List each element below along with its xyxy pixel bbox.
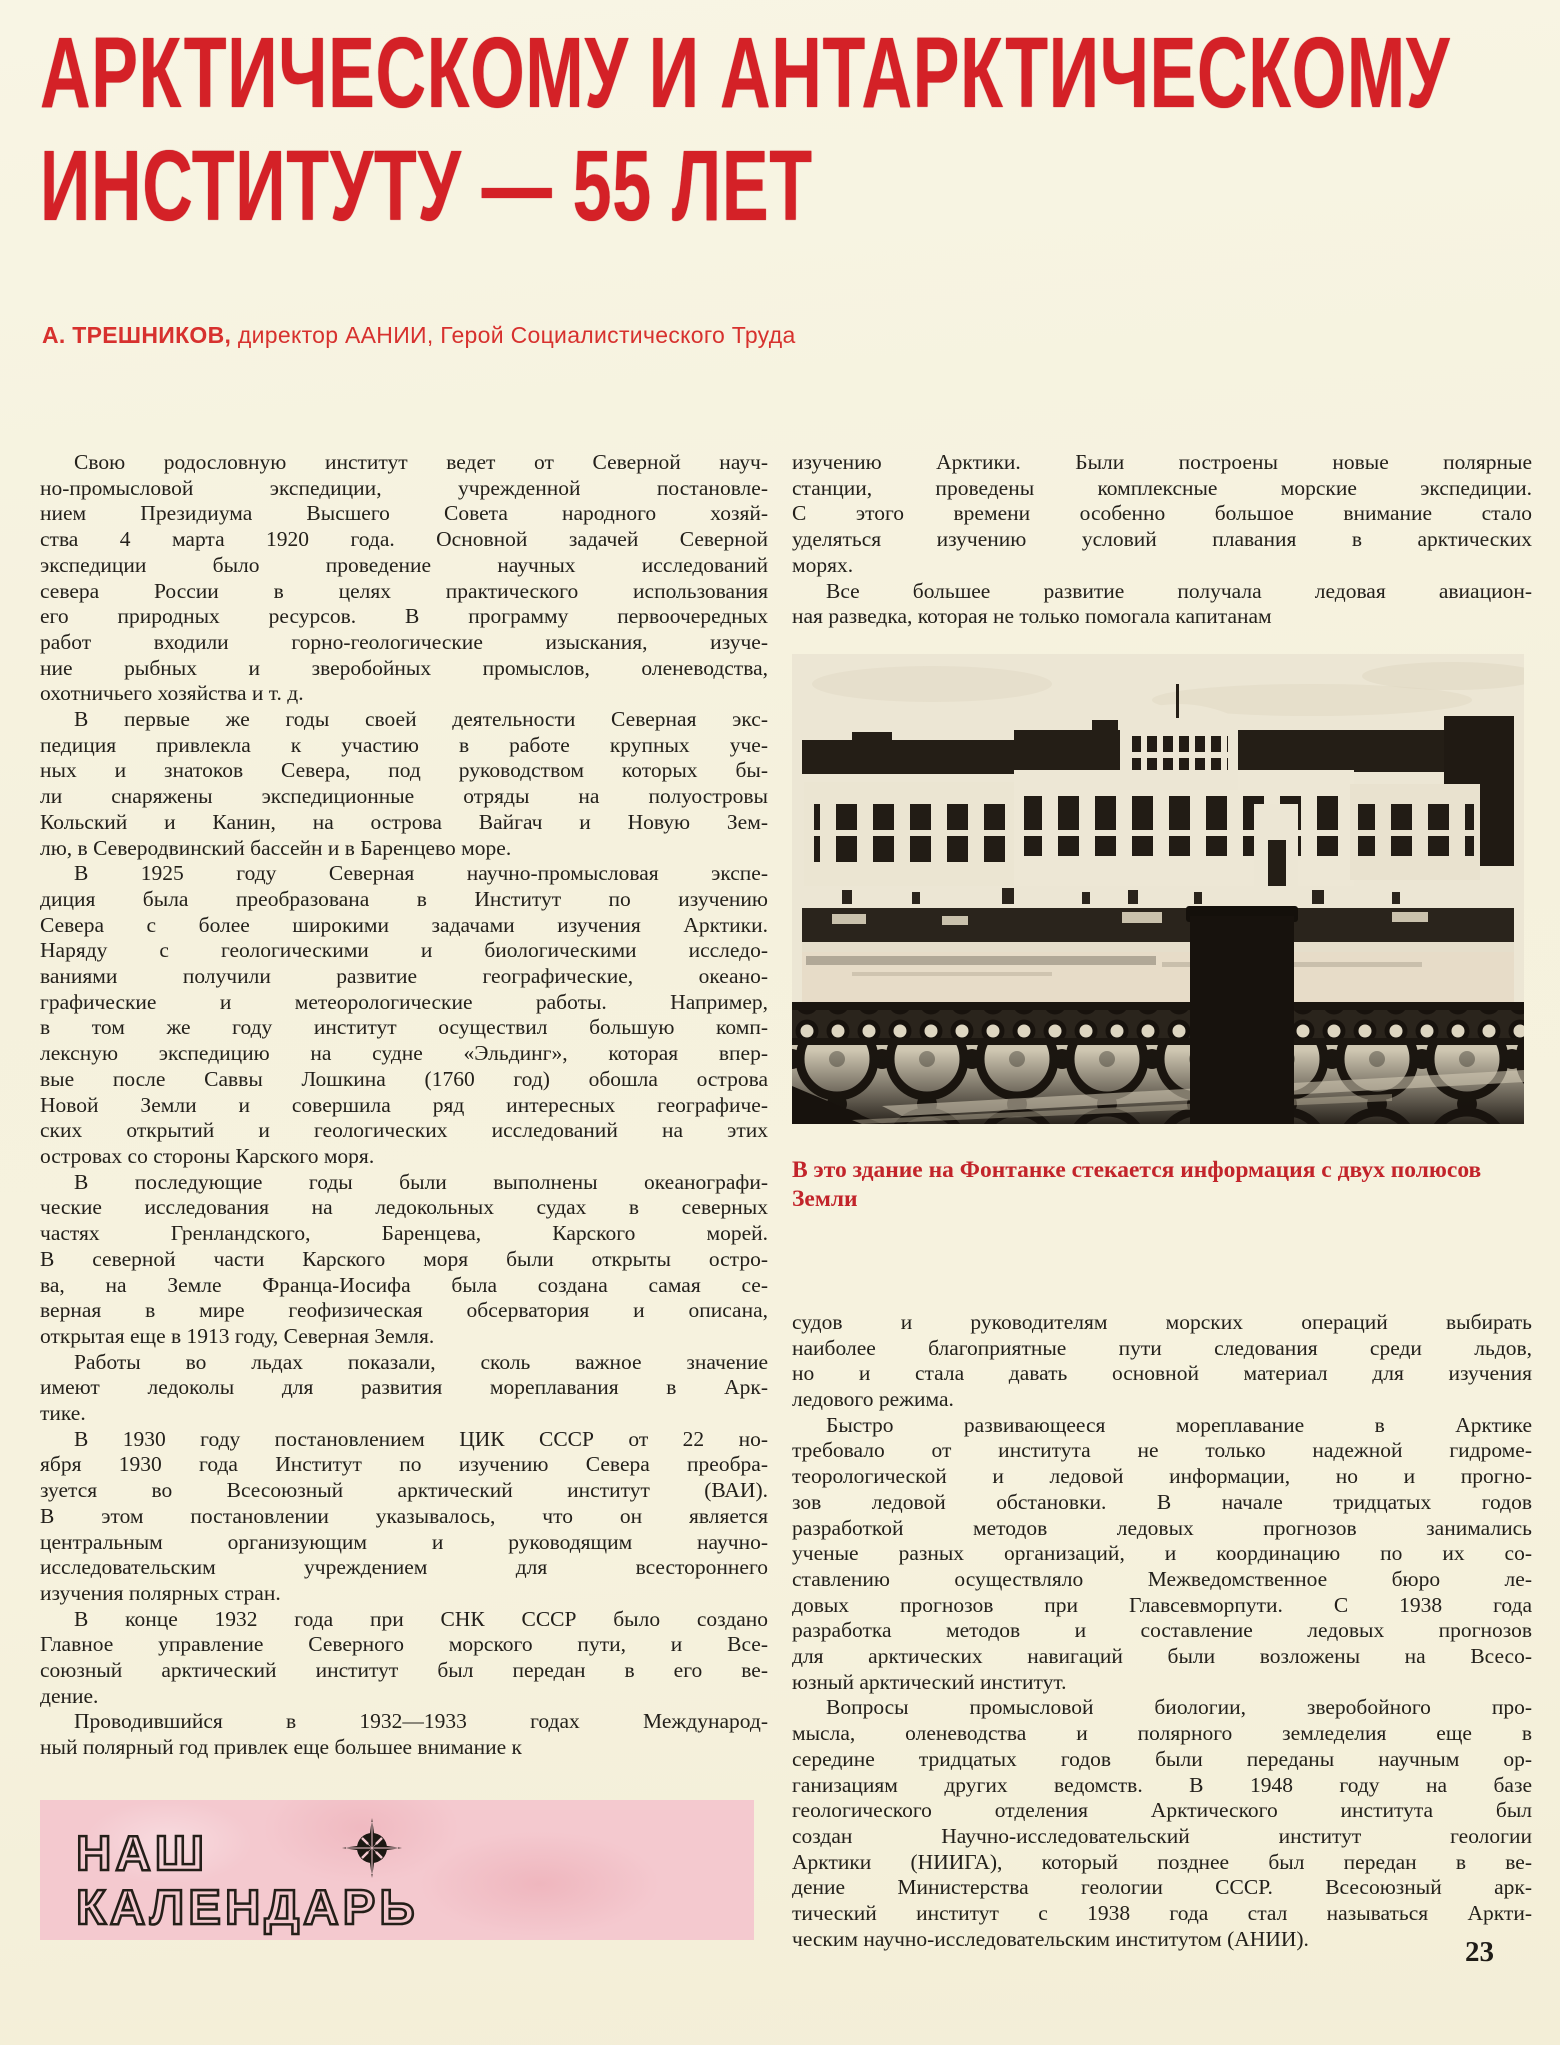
text-line: разработка методов и составление ледовых прогнозов [792, 1618, 1532, 1643]
text-line: Арктики (НИИГА), который позднее был передан в ве- [792, 1849, 1532, 1874]
text-line: ученые разных организаций, и координацию по их со- [792, 1541, 1532, 1566]
page-title [40, 17, 1560, 254]
text-line: юзный арктический институт. [792, 1669, 1067, 1694]
text-line: тике. [40, 1401, 86, 1426]
compass-rose-icon [340, 1816, 404, 1880]
paragraph [40, 450, 768, 707]
text-line: ства 4 марта 1920 года. Основной задачей Северной [40, 527, 768, 552]
paragraph [40, 1607, 768, 1710]
text-line: дение Министерства геологии СССР. Всесоюзный арк- [792, 1875, 1532, 1900]
text-line: Новой Земли и совершила ряд интересных географиче- [40, 1092, 768, 1117]
paragraph [40, 1709, 768, 1760]
text-line: В этом постановлении указывалось, что он является [40, 1503, 768, 1528]
photo-caption: В это здание на Фонтанке стекается информация с двух полюсов Земли [792, 1156, 1482, 1212]
text-line: ный полярный год привлек еще большее внимание к [40, 1735, 522, 1760]
text-line: диция была преобразована в Институт по изучению [40, 886, 768, 911]
page-number: 23 [1465, 1936, 1494, 1968]
text-line: разработкой методов ледовых прогнозов занимались [792, 1515, 1532, 1540]
text-line: ли снаряжены экспедиционные отряды на полуостровы [40, 784, 768, 809]
text-line: создан Научно-исследовательский институт геологии [792, 1823, 1532, 1848]
title-line-1: АРКТИЧЕСКОМУ И АНТАРКТИЧЕСКОМУ [40, 17, 1451, 129]
text-line: довых прогнозов при Главсевморпути. С 1938 года [792, 1592, 1532, 1617]
text-line: ва, на Земле Франца-Иосифа была создана самая се- [40, 1272, 768, 1297]
text-line: уделяться изучению условий плавания в арктических [792, 527, 1532, 552]
text-line: Все большее развитие получала ледовая авиацион- [826, 578, 1532, 603]
text-line: частях Гренландского, Баренцева, Карского морей. [40, 1221, 768, 1246]
text-line: ских открытий и геологических исследований на этих [40, 1118, 768, 1143]
badge-line-1: НАШ [76, 1827, 209, 1881]
text-line: ных и знатоков Севера, под руководством которых бы- [40, 758, 768, 783]
text-line: В конце 1932 года при СНК СССР было создано [74, 1606, 768, 1631]
text-line: Главное управление Северного морского пути, и Все- [40, 1632, 768, 1657]
title-line-2: ИНСТИТУТУ — 55 ЛЕТ [40, 130, 813, 242]
text-line: лю, в Северодвинский бассейн и в Баренцево море. [40, 835, 512, 860]
text-line: в том же году институт осуществил большую комп- [40, 1015, 768, 1040]
right-column-top-text [792, 450, 1532, 630]
text-line: мысла, оленеводства и полярного земледелия еще в [792, 1721, 1532, 1746]
text-line: Севера с более широкими задачами изучения Арктики. [40, 912, 768, 937]
paragraph [40, 1170, 768, 1350]
paragraph [792, 450, 1532, 579]
text-line: его природных ресурсов. В программу первоочередных [40, 604, 768, 629]
text-line: севера России в целях практического использования [40, 578, 768, 603]
text-line: центральным организующим и руководящим научно- [40, 1529, 768, 1554]
text-line: изучения полярных стран. [40, 1580, 281, 1605]
text-line: работ входили горно-геологические изыскания, изуче- [40, 629, 768, 654]
text-line: ческим научно-исследовательским институтом (АНИИ). [792, 1926, 1309, 1951]
text-line: ваниями получили развитие географические, океано- [40, 964, 768, 989]
text-line: экспедиции было проведение научных исследований [40, 552, 768, 577]
text-line: педиция привлекла к участию в работе крупных уче- [40, 732, 768, 757]
text-line: ческие исследования на ледокольных судах в северных [40, 1195, 768, 1220]
text-line: дение. [40, 1683, 99, 1708]
text-line: требовало от института не только надежной гидроме- [792, 1438, 1532, 1463]
text-line: но и стала давать основной материал для изучения [792, 1361, 1532, 1386]
text-line: станции, проведены комплексные морские экспедиции. [792, 475, 1532, 500]
text-line: ледового режима. [792, 1387, 954, 1412]
text-line: нием Президиума Высшего Совета народного хозяй- [40, 501, 768, 526]
paragraph [792, 1413, 1532, 1696]
text-line: лексную экспедицию на судне «Эльдинг», которая впер- [40, 1041, 768, 1066]
text-line: островах со стороны Карского моря. [40, 1143, 375, 1168]
text-line: Наряду с геологическими и биологическими исследо- [40, 938, 768, 963]
text-line: имеют ледоколы для развития мореплавания в Арк- [40, 1375, 768, 1400]
text-line: исследовательским учреждением для всестороннего [40, 1555, 768, 1580]
text-line: наиболее благоприятные пути следования среди льдов, [792, 1335, 1532, 1360]
text-line: открытая еще в 1913 году, Северная Земля. [40, 1323, 435, 1348]
text-line: верная в мире геофизическая обсерватория и описана, [40, 1298, 768, 1323]
text-line: ставлению осуществляло Межведомственное бюро ле- [792, 1566, 1532, 1591]
text-line: ября 1930 года Институт по изучению Севера преобра- [40, 1452, 768, 1477]
text-line: геологического отделения Арктического института был [792, 1798, 1532, 1823]
byline [42, 322, 796, 349]
paragraph [792, 1310, 1532, 1413]
text-line: Вопросы промысловой биологии, зверобойного про- [826, 1695, 1532, 1720]
text-line: С этого времени особенно большое внимание стало [792, 501, 1532, 526]
text-line: теорологической и ледовой информации, но и прогно- [792, 1464, 1532, 1489]
text-line: Быстро развивающееся мореплавание в Арктике [826, 1412, 1532, 1437]
text-line: ная разведка, которая не только помогала капитанам [792, 604, 1272, 629]
article-right-column [792, 450, 1532, 1953]
text-line: но-промысловой экспедиции, учрежденной постановле- [40, 475, 768, 500]
byline-author: А. ТРЕШНИКОВ, [42, 322, 232, 348]
text-line: В первые же годы своей деятельности Северная экс- [74, 707, 768, 732]
text-line: зов ледовой обстановки. В начале тридцатых годов [792, 1489, 1532, 1514]
text-line: морях. [792, 552, 854, 577]
paragraph [40, 1427, 768, 1607]
paragraph [792, 579, 1532, 630]
text-line: судов и руководителям морских операций выбирать [792, 1309, 1532, 1334]
right-column-bottom-text [792, 1310, 1532, 1953]
byline-role: директор ААНИИ, Герой Социалистического Труда [231, 322, 796, 348]
text-line: Проводившийся в 1932—1933 годах Международ- [74, 1709, 768, 1734]
badge-line-2: КАЛЕНДАРЬ [76, 1881, 419, 1935]
text-line: ние рыбных и зверобойных промыслов, оленеводства, [40, 655, 768, 680]
text-line: Свою родословную институт ведет от Северной науч- [74, 450, 768, 474]
text-line: В 1925 году Северная научно-промысловая экспе- [74, 861, 768, 886]
text-line: тический институт с 1938 года стал называться Аркти- [792, 1901, 1532, 1926]
text-line: вые после Саввы Лошкина (1760 год) обошла острова [40, 1066, 768, 1091]
text-line: изучению Арктики. Были построены новые полярные [792, 450, 1532, 474]
paragraph [792, 1695, 1532, 1952]
building-photo-image [792, 654, 1524, 1124]
text-line: для арктических навигаций были возложены на Всесо- [792, 1644, 1532, 1669]
text-line: зуется во Всесоюзный арктический институт (ВАИ). [40, 1478, 768, 1503]
text-line: ганизациям других ведомств. В 1948 году на базе [792, 1772, 1532, 1797]
text-line: Кольский и Канин, на острова Вайгач и Новую Зем- [40, 809, 768, 834]
text-line: В северной части Карского моря были открыты остро- [40, 1246, 768, 1271]
text-line: В последующие годы были выполнены океанографи- [74, 1169, 768, 1194]
paragraph [40, 707, 768, 861]
text-line: союзный арктический институт был передан в его ве- [40, 1658, 768, 1683]
text-line: В 1930 году постановлением ЦИК СССР от 22 но- [74, 1426, 768, 1451]
text-line: охотничьего хозяйства и т. д. [40, 681, 304, 706]
paragraph [40, 1350, 768, 1427]
article-left-column [40, 450, 768, 1761]
text-line: Работы во льдах показали, сколь важное значение [74, 1349, 768, 1374]
calendar-badge [40, 1800, 754, 1940]
text-line: графические и метеорологические работы. Например, [40, 989, 768, 1014]
text-line: середине тридцатых годов были переданы научным ор- [792, 1746, 1532, 1771]
building-photo [792, 654, 1532, 1214]
paragraph [40, 861, 768, 1169]
